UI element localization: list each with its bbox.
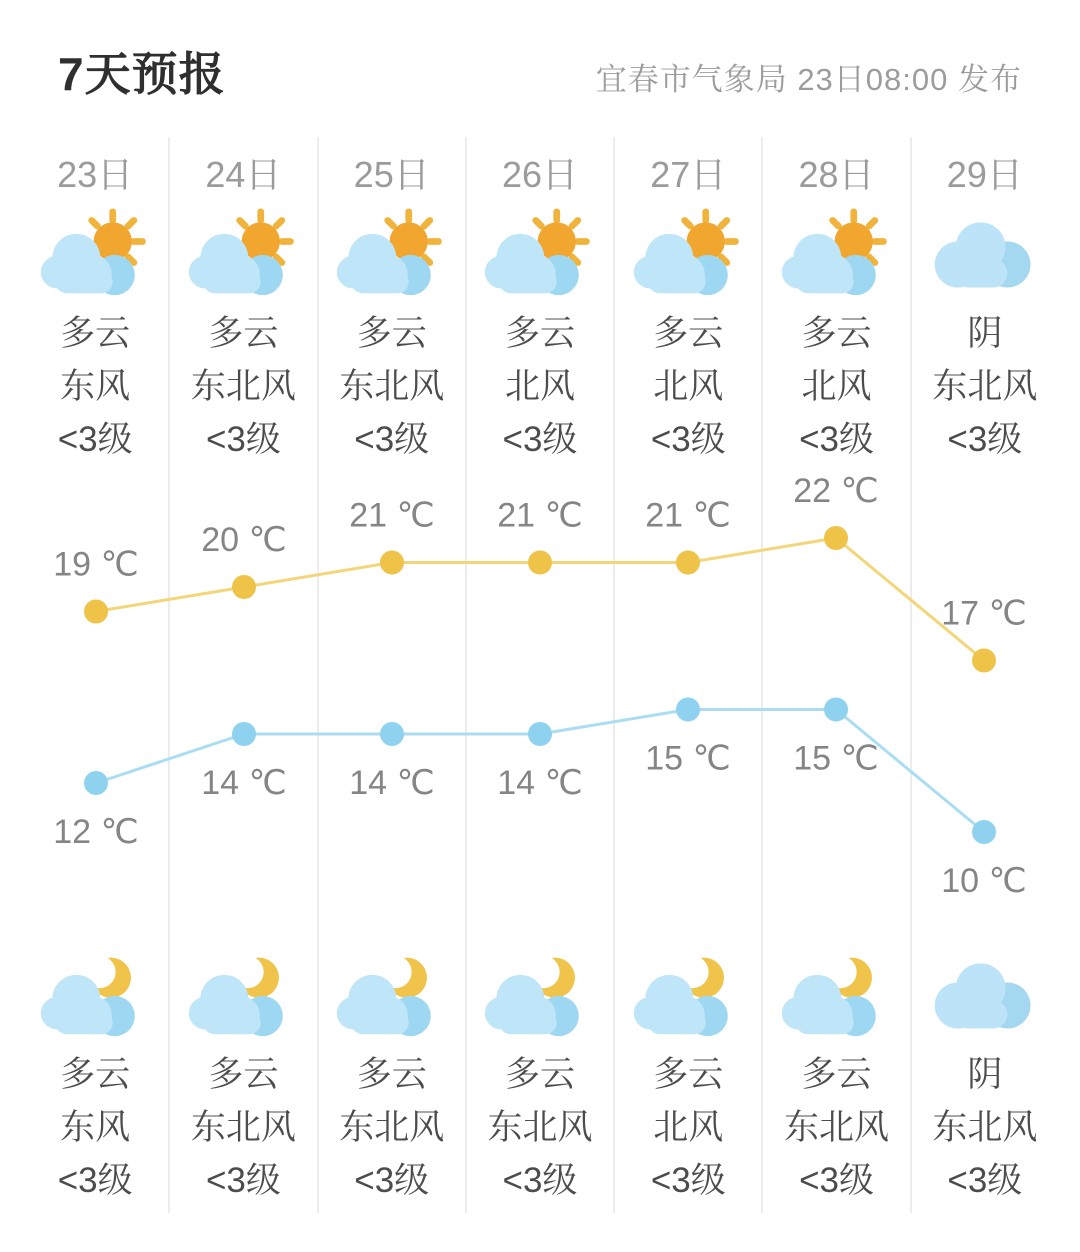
day-condition-label: 多云 — [653, 314, 724, 353]
date-label: 28日 — [798, 154, 875, 195]
day-condition-block — [467, 307, 613, 466]
day-weather-icon — [763, 205, 909, 301]
day-wind-direction: 北风 — [653, 367, 724, 406]
day-condition-label: 多云 — [208, 314, 279, 353]
forecast-column — [467, 137, 615, 1213]
page-title: 7天预报 — [58, 48, 226, 100]
day-condition-block — [319, 307, 465, 466]
night-section — [763, 934, 909, 1207]
night-condition-label: 阴 — [967, 1055, 1003, 1094]
night-section — [615, 934, 761, 1207]
svg-text:21 ℃: 21 ℃ — [645, 496, 731, 535]
forecast-columns — [22, 137, 1058, 1213]
day-wind-direction: 北风 — [801, 367, 872, 406]
svg-text:20 ℃: 20 ℃ — [201, 521, 287, 559]
day-weather-icon — [615, 205, 761, 301]
svg-text:10 ℃: 10 ℃ — [941, 862, 1027, 900]
night-wind-level: <3级 — [502, 1161, 578, 1200]
day-weather-icon — [170, 205, 316, 301]
day-wind-direction: 东北风 — [932, 367, 1038, 406]
day-wind-level: <3级 — [502, 420, 578, 459]
night-section — [319, 934, 465, 1207]
night-wind-level: <3级 — [205, 1161, 281, 1200]
night-wind-direction: 东北风 — [190, 1108, 296, 1147]
night-condition-block — [912, 1048, 1058, 1207]
night-wind-level: <3级 — [799, 1161, 874, 1200]
svg-text:12 ℃: 12 ℃ — [53, 813, 139, 851]
night-wind-level: <3级 — [650, 1161, 726, 1200]
night-condition-label: 多云 — [801, 1055, 872, 1094]
night-condition-block — [615, 1048, 761, 1207]
night-condition-label: 多云 — [653, 1055, 724, 1094]
day-condition-block — [22, 307, 168, 466]
night-condition-label: 多云 — [208, 1055, 279, 1094]
night-condition-block — [763, 1048, 909, 1207]
night-condition-label: 多云 — [504, 1055, 575, 1094]
svg-text:19 ℃: 19 ℃ — [53, 545, 139, 584]
night-condition-label: 多云 — [356, 1055, 427, 1094]
date-label: 27日 — [650, 154, 727, 195]
night-wind-direction: 东北风 — [784, 1108, 890, 1147]
day-wind-level: <3级 — [57, 420, 133, 459]
forecast-column — [22, 137, 170, 1213]
night-section — [170, 934, 316, 1207]
date-label: 23日 — [57, 154, 134, 195]
date-label: 29日 — [946, 154, 1023, 195]
day-weather-icon — [22, 205, 168, 301]
svg-text:14 ℃: 14 ℃ — [349, 764, 435, 802]
header — [0, 38, 1080, 104]
night-weather-icon — [22, 946, 168, 1042]
date-label: 26日 — [501, 154, 578, 195]
night-condition-block — [170, 1048, 316, 1207]
night-condition-label: 多云 — [60, 1055, 131, 1094]
night-weather-icon — [170, 946, 316, 1042]
day-condition-label: 阴 — [967, 314, 1003, 353]
date-label: 24日 — [205, 154, 282, 195]
night-wind-level: <3级 — [57, 1161, 133, 1200]
night-condition-block — [467, 1048, 613, 1207]
day-wind-direction: 东北风 — [339, 367, 445, 406]
night-condition-block — [22, 1048, 168, 1207]
svg-text:17 ℃: 17 ℃ — [941, 594, 1027, 633]
forecast-column — [170, 137, 318, 1213]
issuer-and-publish-time: 宜春市气象局 23日08:00 发布 — [595, 62, 1022, 97]
day-wind-level: <3级 — [947, 420, 1023, 459]
day-condition-label: 多云 — [504, 314, 575, 353]
night-wind-direction: 东北风 — [339, 1108, 445, 1147]
night-wind-level: <3级 — [354, 1161, 430, 1200]
svg-text:21 ℃: 21 ℃ — [349, 496, 435, 535]
forecast-column — [763, 137, 911, 1213]
night-weather-icon — [467, 946, 613, 1042]
day-wind-direction: 东风 — [60, 367, 131, 406]
forecast-column — [912, 137, 1058, 1213]
svg-text:14 ℃: 14 ℃ — [201, 764, 287, 802]
day-weather-icon — [467, 205, 613, 301]
day-condition-block — [170, 307, 316, 466]
night-weather-icon — [912, 946, 1058, 1042]
night-wind-direction: 东北风 — [487, 1108, 593, 1147]
night-wind-level: <3级 — [947, 1161, 1023, 1200]
svg-text:15 ℃: 15 ℃ — [793, 739, 879, 778]
night-wind-direction: 东北风 — [932, 1108, 1038, 1147]
forecast-column — [319, 137, 467, 1213]
day-weather-icon — [912, 205, 1058, 301]
day-wind-direction: 北风 — [504, 367, 575, 406]
svg-text:15 ℃: 15 ℃ — [645, 739, 731, 778]
svg-text:21 ℃: 21 ℃ — [497, 496, 583, 535]
svg-text:22 ℃: 22 ℃ — [793, 472, 879, 510]
day-condition-label: 多云 — [60, 314, 131, 353]
night-section — [912, 934, 1058, 1207]
night-section — [22, 934, 168, 1207]
day-wind-level: <3级 — [205, 420, 281, 459]
svg-text:14 ℃: 14 ℃ — [497, 764, 583, 802]
day-wind-level: <3级 — [354, 420, 430, 459]
night-weather-icon — [319, 946, 465, 1042]
day-condition-block — [615, 307, 761, 466]
day-weather-icon — [319, 205, 465, 301]
night-wind-direction: 东风 — [60, 1108, 131, 1147]
day-condition-block — [912, 307, 1058, 466]
night-section — [467, 934, 613, 1207]
day-condition-label: 多云 — [801, 314, 872, 353]
day-wind-level: <3级 — [650, 420, 726, 459]
forecast-column — [615, 137, 763, 1213]
day-wind-level: <3级 — [799, 420, 874, 459]
night-wind-direction: 北风 — [653, 1108, 724, 1147]
date-label: 25日 — [353, 154, 430, 195]
night-weather-icon — [615, 946, 761, 1042]
day-wind-direction: 东北风 — [190, 367, 296, 406]
day-condition-label: 多云 — [356, 314, 427, 353]
night-condition-block — [319, 1048, 465, 1207]
night-weather-icon — [763, 946, 909, 1042]
day-condition-block — [763, 307, 909, 466]
